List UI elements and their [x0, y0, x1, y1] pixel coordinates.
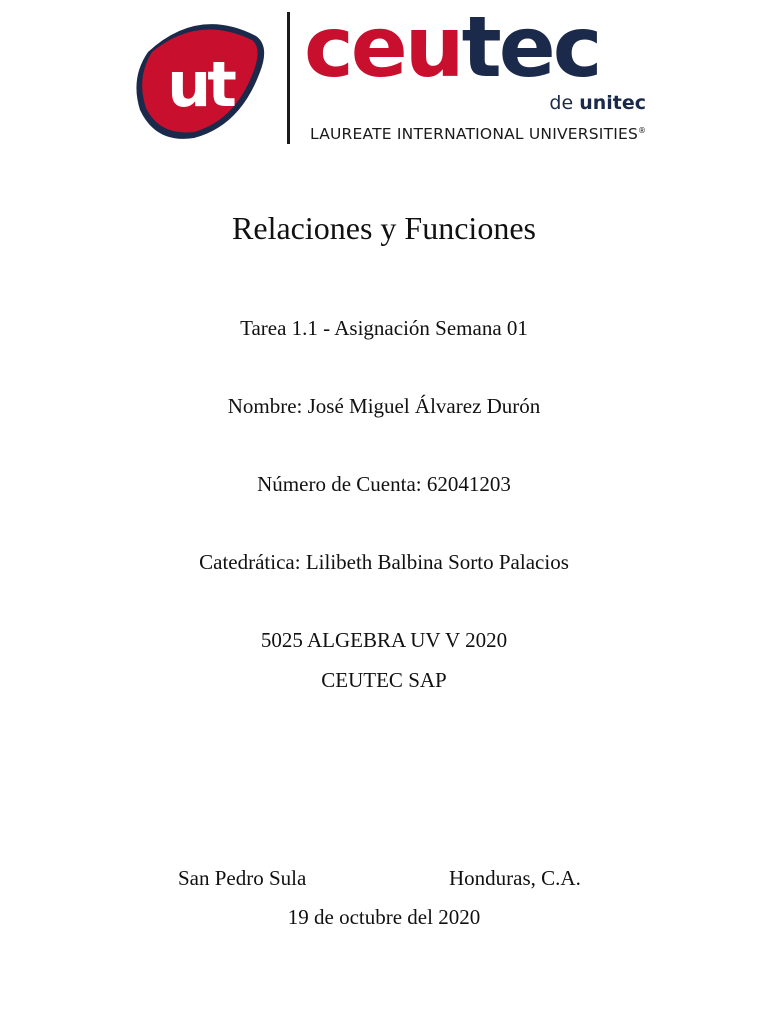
network-label: LAUREATE INTERNATIONAL UNIVERSITIES: [310, 125, 639, 143]
student-name-line: Nombre: José Miguel Álvarez Durón: [227, 394, 541, 418]
document-header: [0, 0, 768, 160]
assignment-line: Tarea 1.1 - Asignación Semana 01: [240, 316, 528, 340]
logo-mark-text: ut: [167, 48, 233, 121]
campus-line: CEUTEC SAP: [321, 668, 447, 692]
account-number-line: Número de Cuenta: 62041203: [257, 472, 511, 496]
document-title: Relaciones y Funciones: [232, 210, 536, 246]
professor-line: Catedrática: Lilibeth Balbina Sorto Palacios: [199, 550, 569, 574]
de-unitec-tagline: [549, 92, 646, 114]
city-text: San Pedro Sula: [178, 866, 307, 890]
ut-logo-icon: [128, 14, 268, 144]
wordmark-navy-part: tec: [461, 0, 600, 96]
laureate-network-text: [310, 125, 646, 143]
tagline-prefix: de: [549, 92, 580, 114]
ceutec-wordmark: [304, 0, 649, 96]
country-text: Honduras, C.A.: [449, 866, 581, 890]
wordmark-red-part: ceu: [304, 0, 462, 96]
registered-mark: ®: [638, 125, 647, 135]
date-text: 19 de octubre del 2020: [287, 905, 481, 929]
logo-divider: [287, 12, 290, 144]
course-line: 5025 ALGEBRA UV V 2020: [260, 628, 508, 652]
tagline-brand: unitec: [579, 92, 646, 114]
